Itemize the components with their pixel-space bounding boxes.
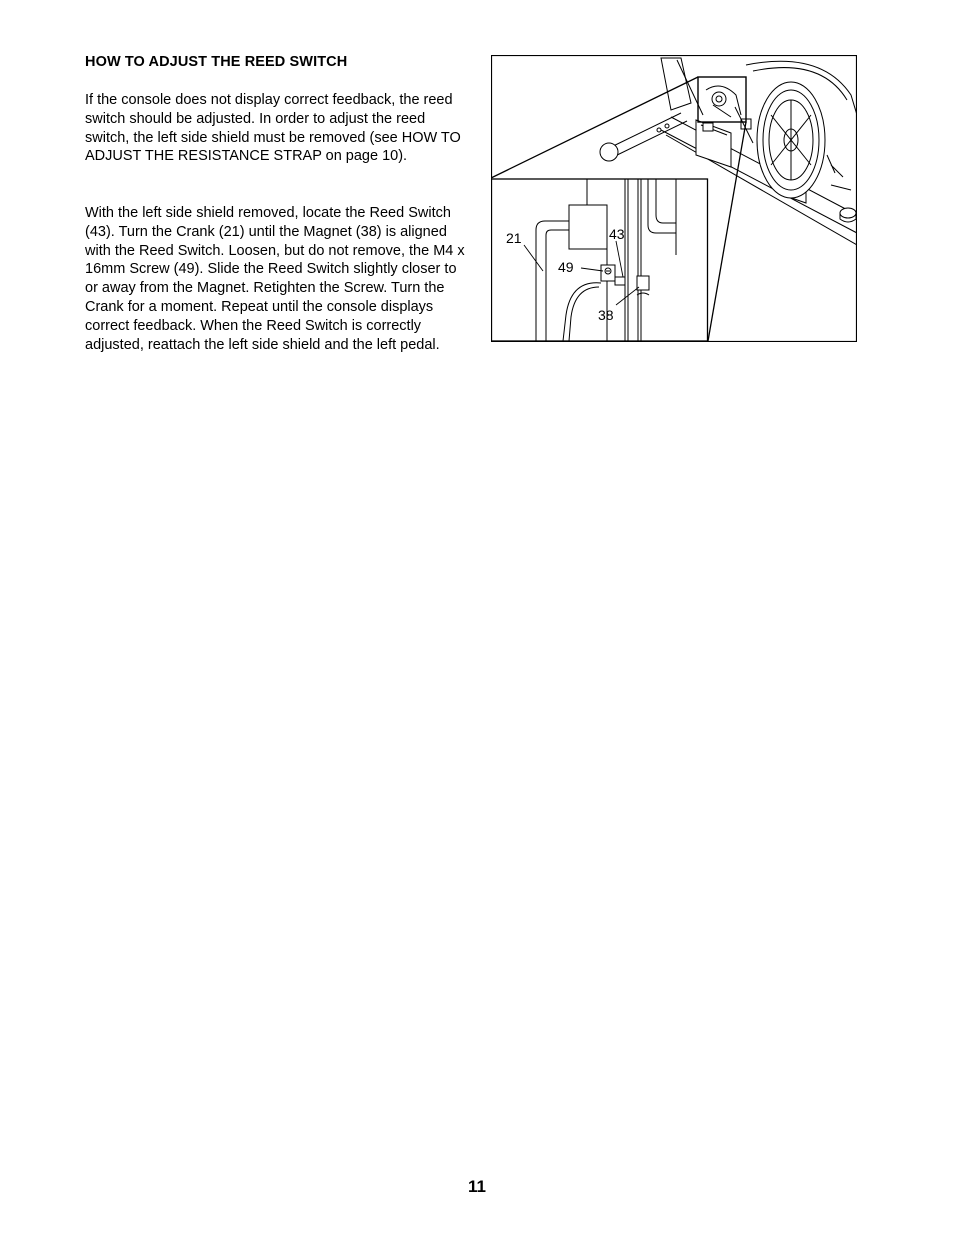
page-number: 11 — [468, 1177, 486, 1196]
callout-reed-switch: 43 — [609, 226, 625, 242]
callout-screw: 49 — [558, 259, 574, 275]
intro-paragraph: If the console does not display correct feedback, the reed switch should be adjusted. In order to adjust the reed switch, the left side shield must be removed (see HOW TO ADJUST THE RESISTANCE STRAP on page 10). — [85, 92, 461, 165]
instructions-paragraph: With the left side shield removed, locate the Reed Switch (43). Turn the Crank (21) until the Magnet (38) is aligned with the Reed Switch. Loosen, but do not remove, the M4 x 16mm Screw (49). Slide the Reed Switch slightly closer to or away from the Magnet. Retighten the Screw. Turn the Crank for a moment. Repeat until the console displays correct feedback. When the Reed Switch is correctly adjusted, reattach the left side shield and the left pedal. — [85, 205, 465, 353]
section-heading: HOW TO ADJUST THE REED SWITCH — [85, 54, 348, 70]
inset-detail-view — [492, 179, 708, 341]
reed-switch-illustration — [491, 55, 857, 342]
callout-crank: 21 — [506, 230, 522, 246]
callout-magnet: 38 — [598, 307, 614, 323]
